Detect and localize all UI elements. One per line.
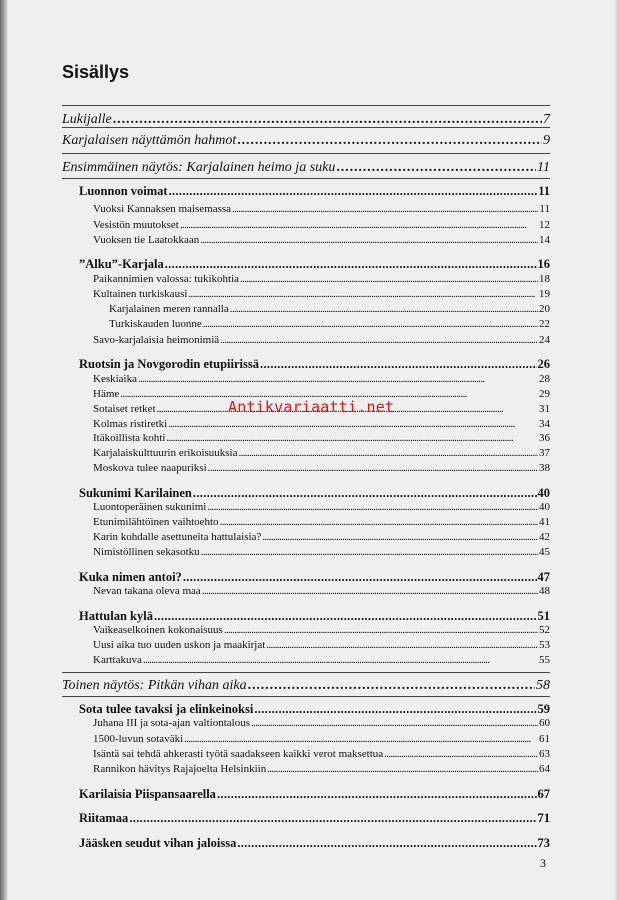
toc-entry-page: 14 xyxy=(539,234,550,246)
dot-leader xyxy=(208,462,538,473)
toc-entry-title: Kultainen turkiskausi xyxy=(93,288,188,300)
toc-entry-title: Jääsken seudut vihan jaloissa xyxy=(79,836,237,850)
toc-divider xyxy=(62,696,550,697)
toc-entry-page: 45 xyxy=(539,546,550,558)
dot-leader xyxy=(201,546,538,557)
toc-entry-part xyxy=(62,133,550,149)
toc-entry-page: 34 xyxy=(539,418,550,430)
watermark: Antikvariaatti.net xyxy=(228,398,395,416)
toc-entry-sub xyxy=(109,318,550,330)
toc-entry-title: Keskiaika xyxy=(93,373,137,385)
toc-entry-title: Ensimmäinen näytös: Karjalainen heimo ja suku xyxy=(62,160,336,175)
toc-entry-title: ”Alku”-Karjala xyxy=(79,257,164,271)
toc-entry-page: 11 xyxy=(538,184,550,198)
toc-entry-page: 58 xyxy=(536,678,550,693)
dot-leader xyxy=(183,570,537,583)
toc-entry-page: 22 xyxy=(539,318,550,330)
toc-entry-section xyxy=(93,585,550,597)
toc-entry-title: Vuoksi Kannaksen maisemassa xyxy=(93,203,232,215)
dot-leader xyxy=(129,811,536,824)
toc-entry-title: Karjalaiskulttuurin erikoisuuksia xyxy=(93,447,238,459)
toc-entry-title: Uusi aika tuo uuden uskon ja maakirjat xyxy=(93,639,266,651)
dot-leader xyxy=(267,763,538,774)
toc-entry-part xyxy=(62,112,550,128)
toc-entry-chapter xyxy=(79,811,550,826)
toc-entry-title: Paikannimien valossa: tukikohtia xyxy=(93,273,240,285)
toc-entry-chapter xyxy=(79,357,550,372)
toc-entry-page: 11 xyxy=(539,203,550,215)
toc-entry-part xyxy=(62,160,550,176)
toc-entry-title: Moskova tulee naapuriksi xyxy=(93,462,207,474)
toc-entry-title: Vuoksen tie Laatokkaan xyxy=(93,234,200,246)
toc-entry-title: Sota tulee tavaksi ja elinkeinoksi xyxy=(79,702,254,716)
toc-entry-title: Sukunimi Karilainen xyxy=(79,486,192,500)
toc-entry-page: 47 xyxy=(537,570,550,584)
toc-entry-page: 61 xyxy=(539,733,550,745)
toc-entry-page: 52 xyxy=(539,624,550,636)
toc-entry-page: 26 xyxy=(537,357,550,371)
toc-entry-section xyxy=(93,763,550,775)
dot-leader xyxy=(237,133,542,147)
toc-entry-section xyxy=(93,717,550,729)
dot-leader xyxy=(262,531,538,542)
toc-entry-page: 67 xyxy=(537,787,550,801)
toc-entry-title: Kuka nimen antoi? xyxy=(79,570,182,584)
toc-entry-page: 19 xyxy=(539,288,550,300)
dot-leader xyxy=(217,787,537,800)
toc-entry-title: Vesistön muutokset xyxy=(93,219,179,231)
toc-entry-section xyxy=(93,334,550,346)
dot-leader xyxy=(224,624,538,635)
toc-entry-title: Itäkoillista kohti xyxy=(93,432,166,444)
toc-entry-page: 38 xyxy=(539,462,550,474)
toc-entry-chapter xyxy=(79,486,550,501)
toc-entry-chapter xyxy=(79,836,550,851)
toc-entry-section xyxy=(93,654,550,666)
dot-leader xyxy=(220,516,538,527)
page-number: 3 xyxy=(540,856,546,870)
toc-entry-section xyxy=(93,373,550,385)
dot-leader xyxy=(239,447,539,458)
toc-entry-page: 20 xyxy=(539,303,550,315)
page-right-edge xyxy=(614,0,619,900)
toc-entry-sub xyxy=(109,303,550,315)
toc-entry-page: 60 xyxy=(539,717,550,729)
dot-leader xyxy=(248,678,535,692)
dot-leader xyxy=(254,702,536,715)
toc-entry-page: 64 xyxy=(539,763,550,775)
toc-entry-section xyxy=(93,219,550,231)
dot-leader xyxy=(165,257,537,270)
toc-entry-page: 9 xyxy=(543,133,550,148)
toc-entry-chapter xyxy=(79,702,550,717)
toc-entry-section xyxy=(93,531,550,543)
toc-entry-chapter xyxy=(79,787,550,802)
toc-entry-title: Juhana III ja sota-ajan valtiontalous xyxy=(93,717,251,729)
toc-entry-section xyxy=(93,624,550,636)
toc-entry-section xyxy=(93,288,550,300)
toc-entry-section xyxy=(93,462,550,474)
toc-entry-page: 53 xyxy=(539,639,550,651)
toc-entry-title: Riitamaa xyxy=(79,811,129,825)
toc-entry-title: Lukijalle xyxy=(62,112,112,127)
toc-divider xyxy=(62,105,550,106)
toc-entry-page: 73 xyxy=(537,836,550,850)
toc-entry-title: Karin kohdalle asettuneita hattulaisia? xyxy=(93,531,262,543)
toc-entry-page: 40 xyxy=(539,501,550,513)
dot-leader xyxy=(180,219,538,230)
dot-leader xyxy=(184,733,538,744)
toc-entry-page: 59 xyxy=(537,702,550,716)
dot-leader xyxy=(168,418,538,429)
toc-entry-page: 18 xyxy=(539,273,550,285)
page-binding-edge xyxy=(0,0,8,900)
toc-entry-title: Ruotsin ja Novgorodin etupiirissä xyxy=(79,357,260,371)
toc-entry-page: 63 xyxy=(539,748,550,760)
toc-entry-page: 55 xyxy=(539,654,550,666)
toc-divider xyxy=(62,672,550,673)
toc-entry-title: Nimistöllinen sekasotku xyxy=(93,546,200,558)
toc-entry-title: Karjalainen meren rannalla xyxy=(109,303,229,315)
toc-entry-title: Kolmas ristiretki xyxy=(93,418,168,430)
toc-entry-title: Savo-karjalaisia heimonimiä xyxy=(93,334,220,346)
toc-entry-chapter xyxy=(79,570,550,585)
dot-leader xyxy=(230,303,538,314)
dot-leader xyxy=(220,334,538,345)
dot-leader xyxy=(138,373,538,384)
dot-leader xyxy=(207,501,538,512)
toc-entry-page: 37 xyxy=(539,447,550,459)
toc-entry-title: Isäntä sai tehdä ahkerasti työtä saadakseen kaikki verot maksettua xyxy=(93,748,384,760)
toc-entry-chapter xyxy=(79,609,550,624)
toc-entry-title: Sotaiset retket xyxy=(93,403,156,415)
toc-entry-part xyxy=(62,678,550,694)
toc-entry-title: Luontoperäinen sukunimi xyxy=(93,501,207,513)
toc-entry-title: Vaikeaselkoinen kokonaisuus xyxy=(93,624,223,636)
toc-entry-section xyxy=(93,748,550,760)
dot-leader xyxy=(154,609,537,622)
toc-entry-page: 41 xyxy=(539,516,550,528)
toc-entry-section xyxy=(93,733,550,745)
toc-entry-section xyxy=(93,516,550,528)
toc-entry-chapter xyxy=(79,257,550,272)
toc-entry-page: 51 xyxy=(537,609,550,623)
toc-entry-page: 29 xyxy=(539,388,550,400)
dot-leader xyxy=(232,203,538,214)
dot-leader xyxy=(384,748,538,759)
toc-entry-page: 71 xyxy=(537,811,550,825)
dot-leader xyxy=(113,112,542,126)
dot-leader xyxy=(266,639,538,650)
dot-leader xyxy=(166,432,538,443)
toc-entry-title: Etunimilähtöinen vaihtoehto xyxy=(93,516,219,528)
dot-leader xyxy=(260,357,536,370)
toc-entry-chapter xyxy=(79,184,550,199)
toc-entry-title: Rannikon hävitys Rajajoelta Helsinkiin xyxy=(93,763,267,775)
toc-divider xyxy=(62,153,550,154)
toc-entry-page: 42 xyxy=(539,531,550,543)
toc-entry-title: Karttakuva xyxy=(93,654,142,666)
toc-entry-page: 40 xyxy=(537,486,550,500)
toc-entry-section xyxy=(93,418,550,430)
dot-leader xyxy=(193,486,537,499)
toc-entry-section xyxy=(93,234,550,246)
dot-leader xyxy=(200,234,538,245)
toc-entry-title: Karjalaisen näyttämön hahmot xyxy=(62,133,237,148)
toc-entry-title: Häme xyxy=(93,388,120,400)
toc-entry-title: Hattulan kylä xyxy=(79,609,153,623)
toc-entry-title: Turkiskauden luonne xyxy=(109,318,202,330)
toc-entry-page: 48 xyxy=(539,585,550,597)
toc-entry-title: Karilaisia Piispansaarella xyxy=(79,787,216,801)
toc-entry-section xyxy=(93,639,550,651)
toc-entry-page: 28 xyxy=(539,373,550,385)
toc-entry-page: 16 xyxy=(537,257,550,271)
dot-leader xyxy=(237,836,536,849)
toc-entry-title: 1500-luvun sotaväki xyxy=(93,733,184,745)
dot-leader xyxy=(240,273,538,284)
toc-entry-title: Toinen näytös: Pitkän vihan aika xyxy=(62,678,247,693)
toc-entry-page: 31 xyxy=(539,403,550,415)
toc-entry-section xyxy=(93,546,550,558)
toc-entry-page: 11 xyxy=(537,160,550,175)
toc-entry-title: Luonnon voimat xyxy=(79,184,168,198)
dot-leader xyxy=(251,717,538,728)
toc-entry-section xyxy=(93,203,550,215)
toc-entry-page: 24 xyxy=(539,334,550,346)
dot-leader xyxy=(202,585,538,596)
toc-entry-page: 7 xyxy=(543,112,550,127)
dot-leader xyxy=(203,318,538,329)
dot-leader xyxy=(143,654,538,665)
dot-leader xyxy=(188,288,538,299)
toc-entry-page: 12 xyxy=(539,219,550,231)
toc-entry-title: Nevan takana oleva maa xyxy=(93,585,201,597)
toc-entry-section xyxy=(93,447,550,459)
page-title: Sisällys xyxy=(62,62,130,82)
toc-entry-section xyxy=(93,273,550,285)
toc-divider xyxy=(62,178,550,179)
dot-leader xyxy=(169,184,538,197)
toc-entry-page: 36 xyxy=(539,432,550,444)
dot-leader xyxy=(336,160,536,174)
toc-entry-section xyxy=(93,501,550,513)
toc-entry-section xyxy=(93,432,550,444)
